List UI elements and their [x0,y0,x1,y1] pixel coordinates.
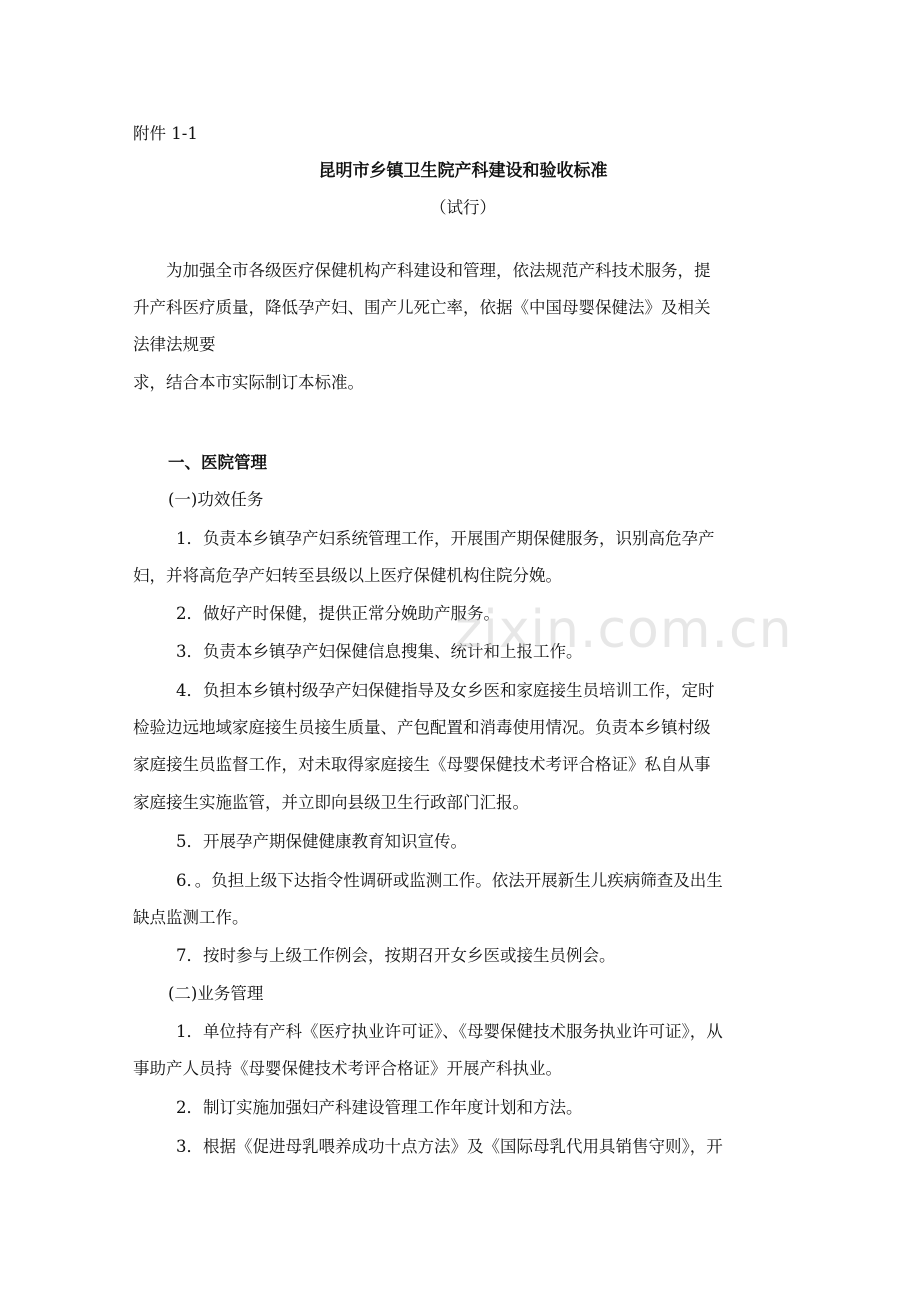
intro-line-4: 求，结合本市实际制订本标准。 [133,373,364,392]
item-2: 2．做好产时保健，提供正常分娩助产服务。 [176,604,500,623]
attachment-label: 附件 1-1 [133,124,198,143]
business-item-2: 2．制订实施加强妇产科建设管理工作年度计划和方法。 [176,1098,583,1117]
subsection-heading-2: (二)业务管理 [168,984,264,1003]
document-subtitle: （试行） [430,198,496,217]
item-6-line-1: 6．。负担上级下达指令性调研或监测工作。依法开展新生儿疾病筛查及出生 [176,871,723,890]
business-item-1-line-1: 1．单位持有产科《医疗执业许可证》、《母婴保健技术服务执业许可证》，从 [176,1022,723,1041]
item-1-line-2: 妇，并将高危孕产妇转至县级以上医疗保健机构住院分娩。 [133,566,562,585]
document-title: 昆明市乡镇卫生院产科建设和验收标准 [318,161,608,181]
watermark: zixin.com.cn [455,600,793,660]
item-5: 5．开展孕产期保健健康教育知识宣传。 [176,832,467,851]
item-1-line-1: 1．负责本乡镇孕产妇系统管理工作，开展围产期保健服务，识别高危孕产 [176,529,715,548]
intro-line-2: 升产科医疗质量，降低孕产妇、围产儿死亡率，依据《中国母婴保健法》及相关 [133,298,711,317]
intro-line-1: 为加强全市各级医疗保健机构产科建设和管理，依法规范产科技术服务，提 [166,261,711,280]
item-4-line-1: 4．负担本乡镇村级孕产妇保健指导及女乡医和家庭接生员培训工作，定时 [176,681,715,700]
item-4-line-2: 检验边远地域家庭接生员接生质量、产包配置和消毒使用情况。负责本乡镇村级 [133,718,711,737]
item-4-line-4: 家庭接生实施监管，并立即向县级卫生行政部门汇报。 [133,793,529,812]
business-item-1-line-2: 事助产人员持《母婴保健技术考评合格证》开展产科执业。 [133,1059,562,1078]
item-6-line-2: 缺点监测工作。 [133,908,249,927]
subsection-heading-1: (一)功效任务 [168,490,264,509]
section-heading: 一、医院管理 [168,453,267,472]
item-7: 7．按时参与上级工作例会，按期召开女乡医或接生员例会。 [176,946,616,965]
intro-line-3: 法律法规要 [133,335,216,354]
item-4-line-3: 家庭接生员监督工作，对未取得家庭接生《母婴保健技术考评合格证》私自从事 [133,755,711,774]
item-3: 3．负责本乡镇孕产妇保健信息搜集、统计和上报工作。 [176,642,583,661]
business-item-3-line-1: 3．根据《促进母乳喂养成功十点方法》及《国际母乳代用具销售守则》，开 [176,1137,723,1156]
